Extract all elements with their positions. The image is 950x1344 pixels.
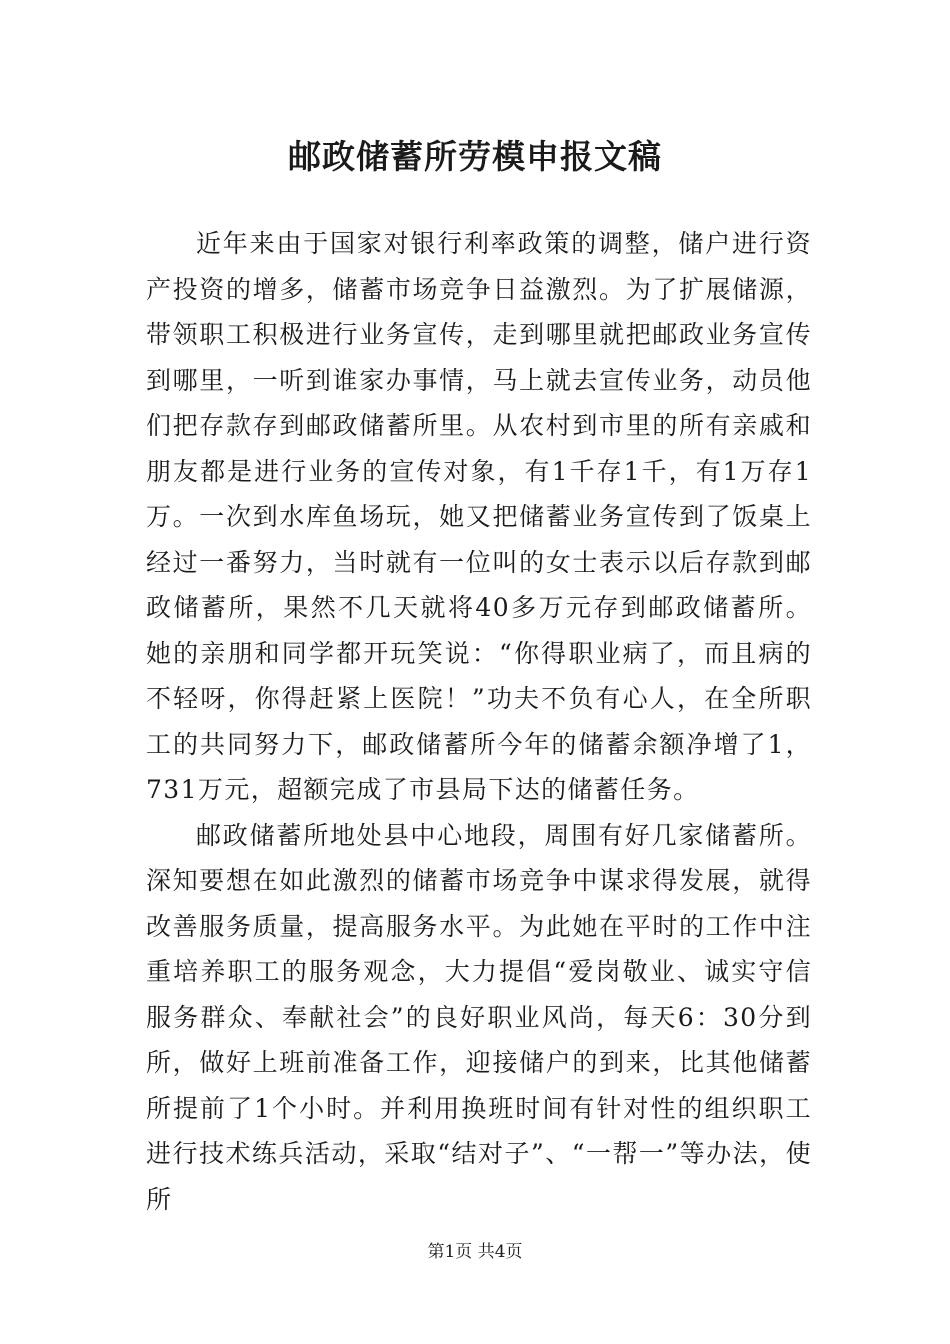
paragraph-2: 邮政储蓄所地处县中心地段，周围有好几家储蓄所。深知要想在如此激烈的储蓄市场竞争中谋求得发展，就得改善服务质量，提高服务水平。为此她在平时的工作中注重培养职工的服务观念，大力提倡“爱岗敬业、诚实守信服务群众、奉献社会”的良好职业风尚，每天6：30分到所，做好上班前准备工作，迎接储户的到来，比其他储蓄所提前了1个小时。并利用换班时间有针对性的组织职工进行技术练兵活动，采取“结对子”、“一帮一”等办法，使所 bbox=[146, 820, 812, 1214]
page-footer bbox=[0, 1240, 950, 1264]
document-body bbox=[146, 221, 812, 1222]
paragraph-1: 近年来由于国家对银行利率政策的调整，储户进行资产投资的增多，储蓄市场竞争日益激烈。为了扩展储源，带领职工积极进行业务宣传，走到哪里就把邮政业务宣传到哪里，一听到谁家办事情，马上就去宣传业务，动员他们把存款存到邮政储蓄所里。从农村到市里的所有亲戚和朋友都是进行业务的宣传对象，有1千存1千，有1万存1万。一次到水库鱼场玩，她又把储蓄业务宣传到了饭桌上经过一番努力，当时就有一位叫的女士表示以后存款到邮政储蓄所，果然不几天就将40多万元存到邮政储蓄所。她的亲朋和同学都开玩笑说：“你得职业病了，而且病的不轻呀，你得赶紧上医院！”功夫不负有心人，在全所职工的共同努力下，邮政储蓄所今年的储蓄余额净增了1，731万元，超额完成了市县局下达的储蓄任务。 bbox=[146, 229, 812, 804]
page-number-label: 第1页 共4页 bbox=[427, 1242, 523, 1262]
document-title: 邮政储蓄所劳模申报文稿 bbox=[288, 137, 662, 176]
